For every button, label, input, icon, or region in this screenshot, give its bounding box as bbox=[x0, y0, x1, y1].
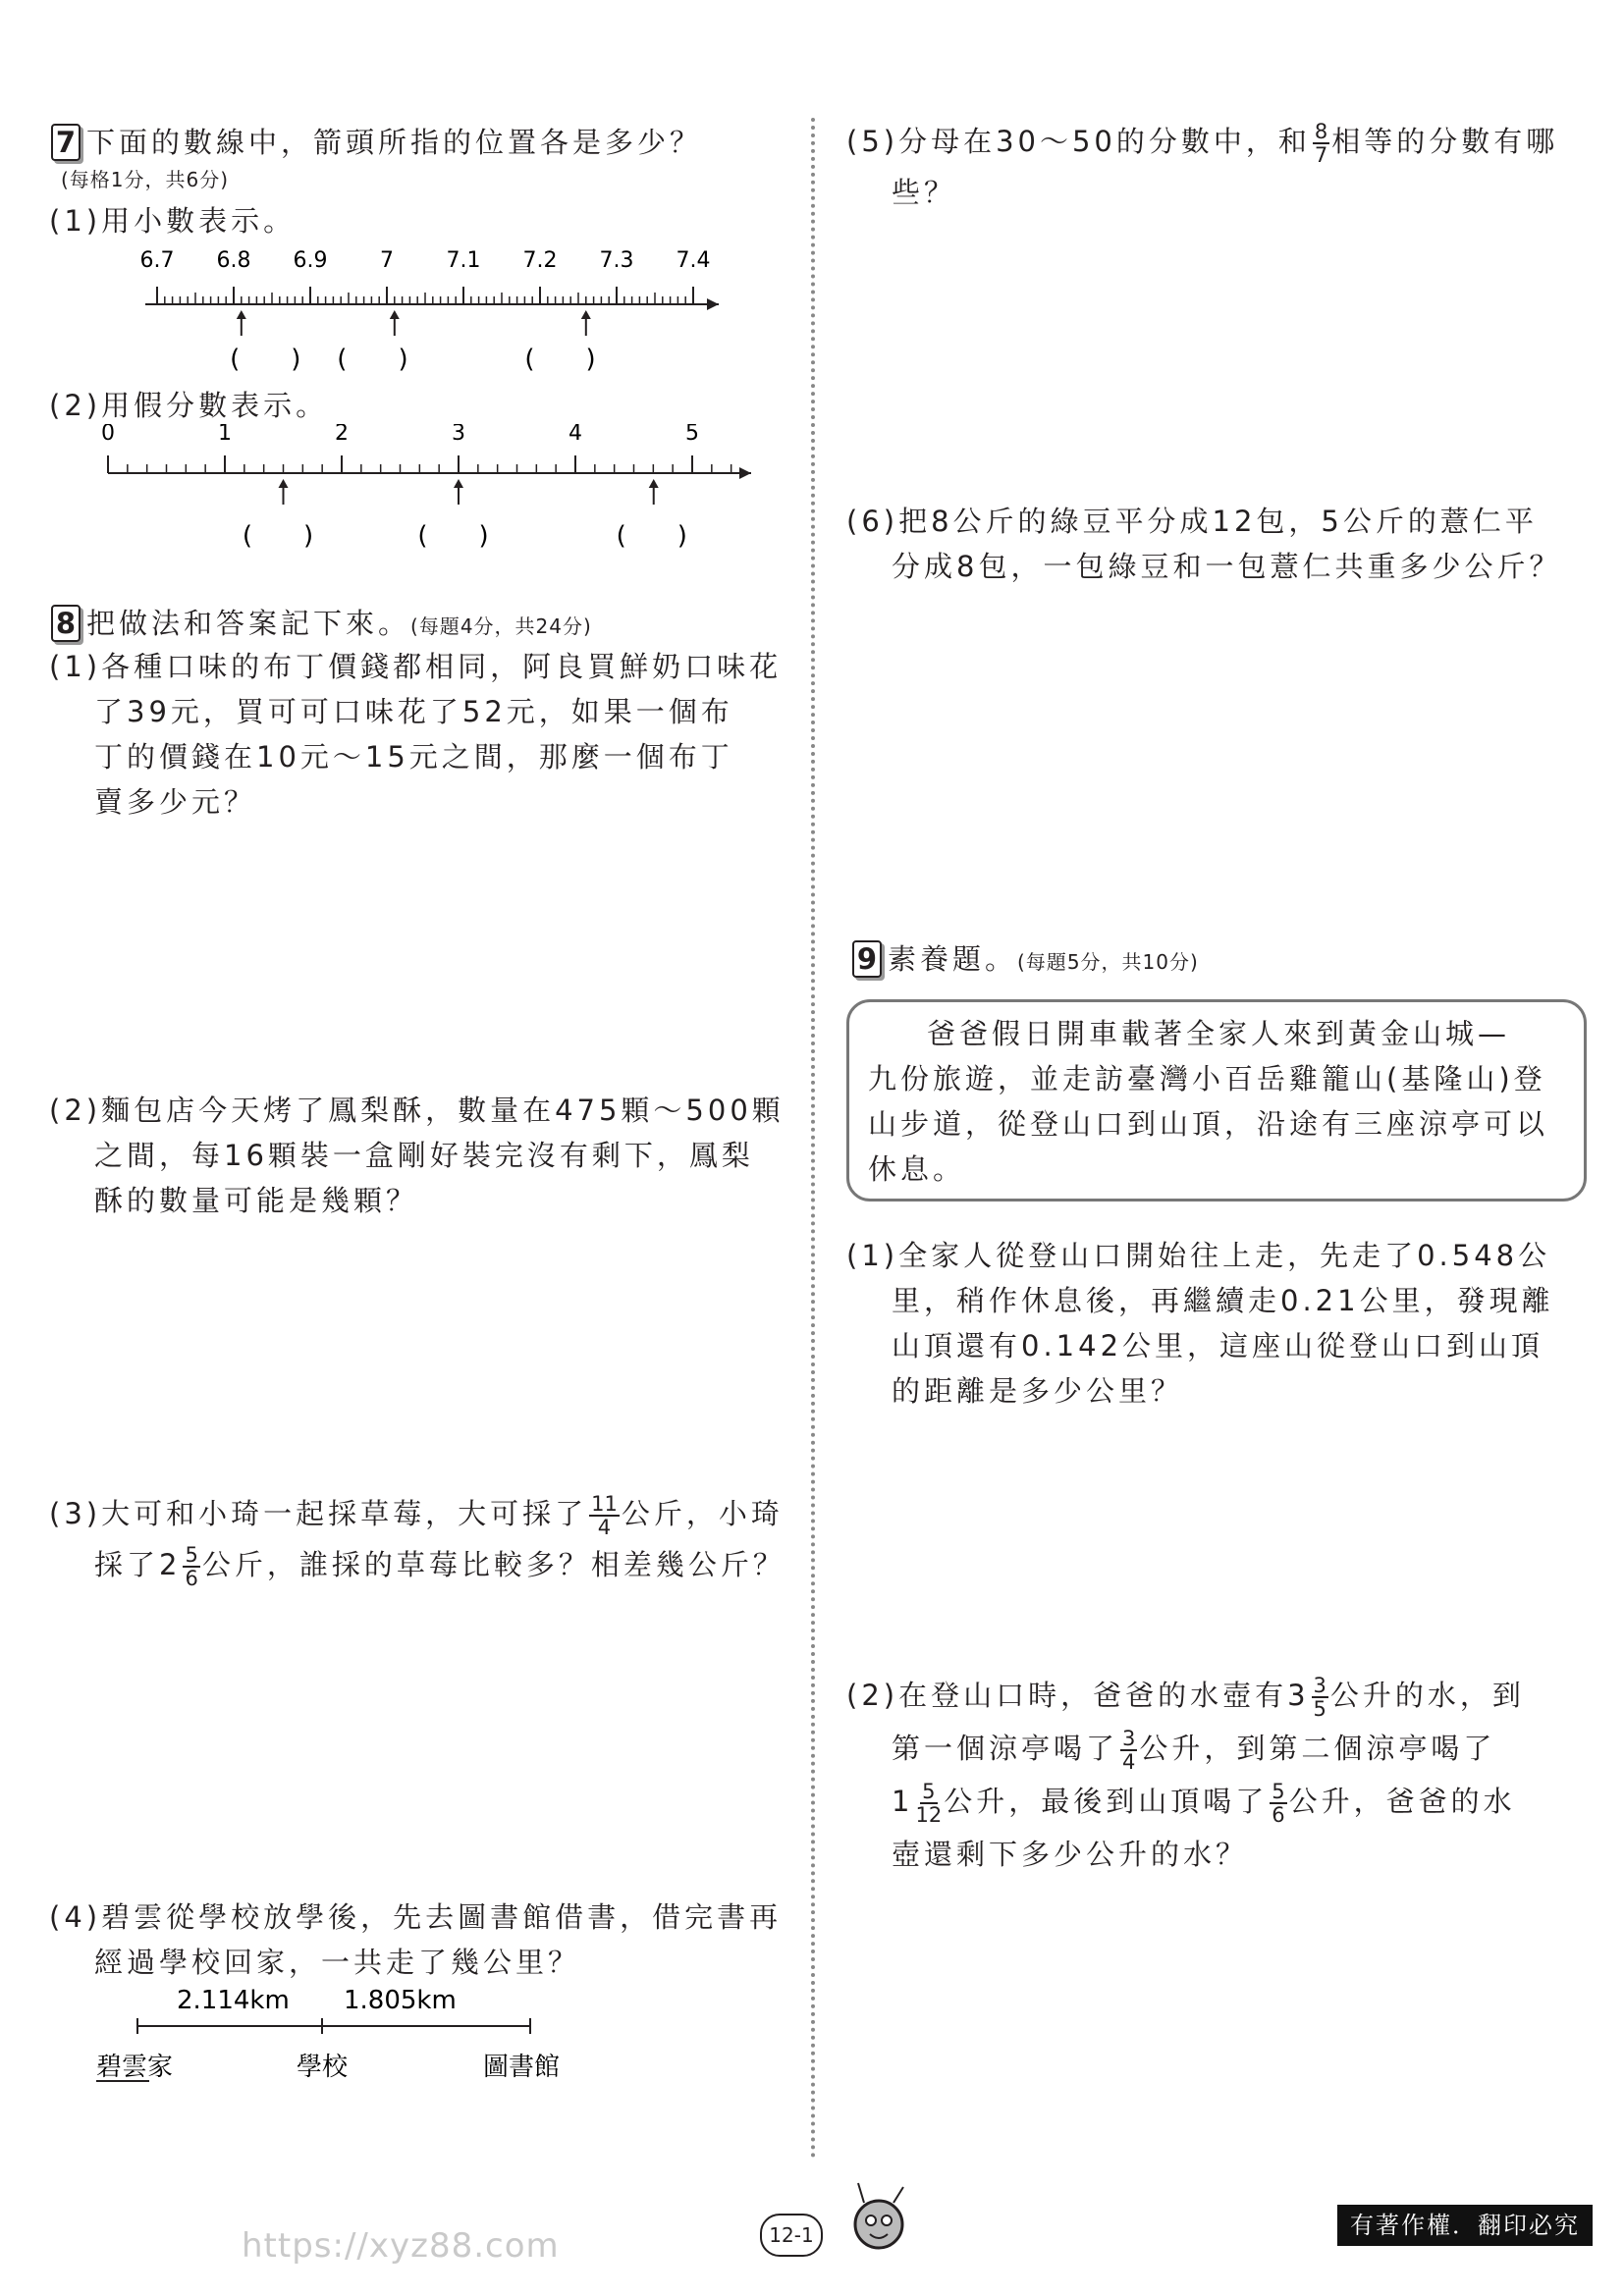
denominator: 7 bbox=[1314, 143, 1328, 167]
page-number: 12-1 bbox=[760, 2214, 823, 2257]
tick-label: 7.3 bbox=[599, 248, 634, 273]
q9-question-1 bbox=[846, 1233, 1554, 1414]
answer-blank[interactable]: ( ) bbox=[242, 521, 314, 551]
q9-q1-line: 的距離是多少公里？ bbox=[892, 1374, 1184, 1408]
q9-q1-line: (1)全家人從登山口開始往上走，先走了0.548公 bbox=[846, 1239, 1551, 1272]
mascot-icon bbox=[835, 2173, 923, 2262]
q8-q3-text-a: (3)大可和小琦一起採草莓，大可採了 bbox=[49, 1497, 588, 1530]
q9-q2-text-e: 1 bbox=[892, 1785, 914, 1818]
q9-q1-line: 里，稍作休息後，再繼續走0.21公里，發現離 bbox=[892, 1284, 1554, 1317]
answer-blank[interactable]: ( ) bbox=[417, 521, 489, 551]
q8-question-1 bbox=[49, 644, 782, 825]
column-divider bbox=[811, 118, 815, 2160]
tick-label: 0 bbox=[101, 424, 115, 446]
q8-q5-line1 bbox=[846, 116, 1558, 167]
numerator: 5 bbox=[185, 1543, 198, 1567]
q8-question-2 bbox=[49, 1088, 785, 1223]
fraction-3-4 bbox=[1120, 1728, 1137, 1773]
number-line-fraction bbox=[98, 424, 776, 561]
q9-number: 9 bbox=[852, 940, 882, 978]
q9-q2-line2 bbox=[846, 1722, 1525, 1775]
q7-number: 7 bbox=[51, 124, 81, 161]
tick-label: 5 bbox=[685, 424, 699, 446]
numerator: 3 bbox=[1313, 1674, 1326, 1697]
tick-label: 6.8 bbox=[216, 248, 251, 273]
q8-q2-line: 之間，每16顆裝一盒剛好裝完沒有剩下，鳳梨 bbox=[94, 1139, 754, 1172]
q8-q1-line: 丁的價錢在10元～15元之間，那麼一個布丁 bbox=[94, 740, 733, 774]
tick-label: 7.1 bbox=[446, 248, 481, 273]
story-line: 山步道，從登山口到山頂，沿途有三座涼亭可以 bbox=[868, 1107, 1549, 1141]
q7-part2-label: (2)用假分數表示。 bbox=[49, 389, 329, 422]
q8-title: 把做法和答案記下來。 bbox=[86, 607, 411, 640]
answer-blank[interactable]: ( ) bbox=[524, 345, 596, 373]
distance-home-school: 2.114km bbox=[177, 1986, 290, 2015]
denominator: 12 bbox=[915, 1803, 943, 1827]
tick-label: 7.4 bbox=[676, 248, 711, 273]
q9-q2-line3 bbox=[846, 1775, 1525, 1828]
q8-question-3 bbox=[49, 1488, 785, 1590]
tick-label: 3 bbox=[452, 424, 465, 446]
answer-blank[interactable]: ( ) bbox=[337, 345, 408, 373]
q8-q3-text-b: 公斤，小琦 bbox=[621, 1497, 784, 1530]
axis-arrowhead bbox=[739, 467, 751, 479]
story-line: 休息。 bbox=[868, 1152, 966, 1186]
label-library: 圖書館 bbox=[483, 2053, 561, 2082]
q9-q2-text-c: 第一個涼亭喝了 bbox=[892, 1732, 1119, 1765]
q8-q4-line: 經過學校回家，一共走了幾公里？ bbox=[94, 1946, 581, 1979]
story-text bbox=[868, 1011, 1548, 1192]
fraction-8-7 bbox=[1313, 121, 1329, 166]
denominator: 5 bbox=[1313, 1697, 1326, 1721]
q8-question-4 bbox=[49, 1895, 782, 1985]
q8-q2-line: (2)麵包店今天烤了鳳梨酥，數量在475顆～500顆 bbox=[49, 1094, 785, 1127]
pointer-arrowhead bbox=[581, 310, 591, 319]
fraction-5-6 bbox=[183, 1544, 199, 1589]
tick-label: 6.9 bbox=[293, 248, 328, 273]
fraction-5-6 bbox=[1270, 1781, 1286, 1826]
q9-q2-text-b: 公升的水，到 bbox=[1329, 1679, 1525, 1712]
denominator: 4 bbox=[597, 1516, 612, 1539]
tick-label: 2 bbox=[335, 424, 349, 446]
q9-title: 素養題。 bbox=[888, 942, 1018, 976]
tick-label: 1 bbox=[218, 424, 232, 446]
q7-title: 下面的數線中，箭頭所指的位置各是多少？ bbox=[86, 126, 703, 159]
copyright-badge: 有著作權．翻印必究 bbox=[1337, 2205, 1593, 2246]
q9-q2-text-d: 公升，到第二個涼亭喝了 bbox=[1139, 1732, 1496, 1765]
fraction-5-12 bbox=[915, 1781, 942, 1826]
tick-label: 6.7 bbox=[139, 248, 175, 273]
q8-score: (每題4分，共24分) bbox=[410, 614, 592, 638]
q8-q3-line2 bbox=[49, 1539, 785, 1590]
q9-heading bbox=[852, 936, 1199, 985]
denominator: 6 bbox=[185, 1567, 198, 1590]
q8-q3-line1 bbox=[49, 1488, 785, 1539]
distance-diagram bbox=[79, 1979, 589, 2087]
tick-label: 7.2 bbox=[522, 248, 558, 273]
q8-q4-line: (4)碧雲從學校放學後，先去圖書館借書，借完書再 bbox=[49, 1900, 783, 1934]
distance-school-library: 1.805km bbox=[344, 1986, 457, 2015]
numerator: 5 bbox=[1272, 1780, 1285, 1803]
q8-heading bbox=[51, 601, 592, 649]
label-home: 碧雲家 bbox=[96, 2053, 174, 2082]
q9-score: (每題5分，共10分) bbox=[1017, 950, 1199, 974]
pointer-arrowhead bbox=[454, 479, 463, 488]
answer-blank[interactable]: ( ) bbox=[616, 521, 687, 551]
q9-q2-text-g: 公升，爸爸的水 bbox=[1288, 1785, 1516, 1818]
q7-part1-label: (1)用小數表示。 bbox=[49, 204, 297, 238]
axis-arrowhead bbox=[707, 298, 719, 310]
q9-q2-text-a: (2)在登山口時，爸爸的水壺有3 bbox=[846, 1679, 1310, 1712]
q8-q1-line: 賣多少元？ bbox=[94, 785, 257, 819]
pointer-arrowhead bbox=[279, 479, 289, 488]
q8-number: 8 bbox=[51, 605, 81, 642]
q9-q1-line: 山頂還有0.142公里，這座山從登山口到山頂 bbox=[892, 1329, 1544, 1362]
q8-q2-line: 酥的數量可能是幾顆？ bbox=[94, 1184, 419, 1217]
q8-question-6 bbox=[846, 499, 1561, 589]
q8-question-5 bbox=[846, 116, 1558, 218]
q8-q5-text-b: 相等的分數有哪 bbox=[1331, 125, 1559, 158]
denominator: 6 bbox=[1272, 1803, 1285, 1827]
q8-q5-text-a: (5)分母在30～50的分數中，和 bbox=[846, 125, 1311, 158]
answer-blank[interactable]: ( ) bbox=[230, 345, 301, 373]
fraction-11-4 bbox=[589, 1493, 620, 1538]
q9-question-2 bbox=[846, 1669, 1525, 1881]
numerator: 3 bbox=[1122, 1727, 1136, 1750]
numerator: 8 bbox=[1314, 120, 1328, 143]
q8-q5-line2: 些？ bbox=[892, 176, 957, 209]
q7-score: (每格1分，共6分) bbox=[61, 168, 230, 191]
story-line: 九份旅遊，並走訪臺灣小百岳雞籠山(基隆山)登 bbox=[868, 1062, 1546, 1095]
q9-q2-text-f: 公升，最後到山頂喝了 bbox=[944, 1785, 1269, 1818]
numerator: 11 bbox=[591, 1492, 618, 1516]
pointer-arrowhead bbox=[390, 310, 400, 319]
tick-label: 7 bbox=[380, 248, 394, 273]
q8-q1-line: 了39元，買可可口味花了52元，如果一個布 bbox=[94, 695, 733, 728]
number-line-decimal bbox=[137, 245, 746, 373]
q9-q2-line4: 壺還剩下多少公升的水？ bbox=[892, 1838, 1249, 1871]
label-school: 學校 bbox=[297, 2053, 349, 2082]
q8-q1-line: (1)各種口味的布丁價錢都相同，阿良買鮮奶口味花 bbox=[49, 650, 783, 683]
denominator: 4 bbox=[1122, 1750, 1136, 1774]
q9-q2-line1 bbox=[846, 1669, 1525, 1722]
fraction-3-5 bbox=[1312, 1675, 1328, 1720]
numerator: 5 bbox=[922, 1780, 936, 1803]
tick-label: 4 bbox=[568, 424, 582, 446]
watermark-url: https://xyz88.com bbox=[242, 2226, 560, 2266]
q8-q3-text-d: 公斤，誰採的草莓比較多？相差幾公斤？ bbox=[201, 1548, 785, 1581]
q8-q6-line: (6)把8公斤的綠豆平分成12包，5公斤的薏仁平 bbox=[846, 505, 1538, 538]
pointer-arrowhead bbox=[237, 310, 246, 319]
pointer-arrowhead bbox=[649, 479, 659, 488]
q8-q6-line: 分成8包，一包綠豆和一包薏仁共重多少公斤？ bbox=[892, 550, 1562, 583]
story-line: 爸爸假日開車載著全家人來到黃金山城— bbox=[927, 1017, 1511, 1050]
q8-q3-text-c: 採了2 bbox=[94, 1548, 182, 1581]
